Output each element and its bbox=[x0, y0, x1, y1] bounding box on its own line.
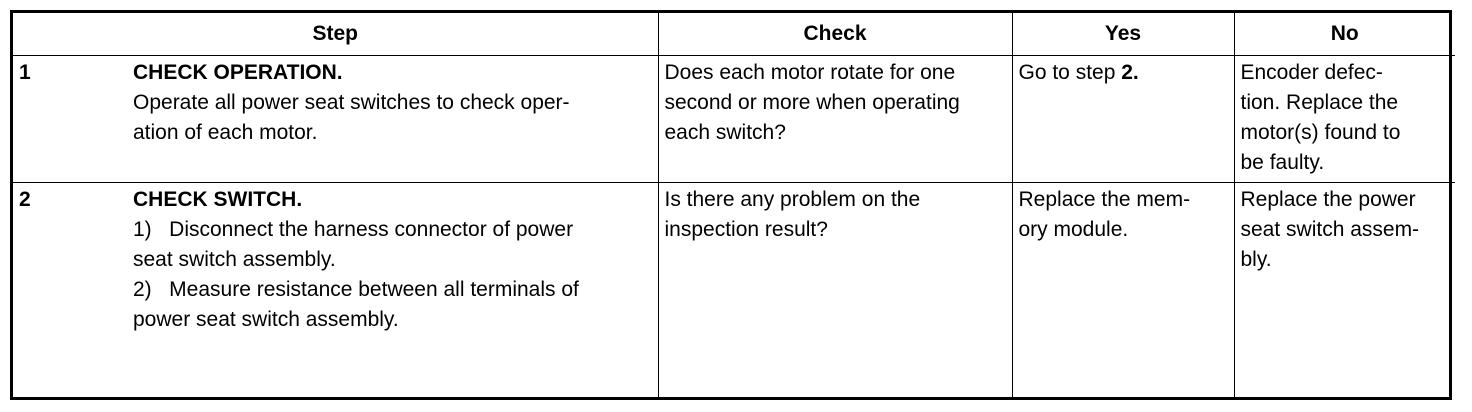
header-no: No bbox=[1234, 13, 1455, 56]
no-line: motor(s) found to bbox=[1240, 121, 1401, 144]
no-line: tion. Replace the bbox=[1240, 91, 1399, 114]
step-body bbox=[133, 58, 647, 148]
step-line: ation of each motor. bbox=[133, 121, 318, 144]
step-number: 1 bbox=[19, 61, 31, 84]
header-yes: Yes bbox=[1012, 13, 1234, 56]
step-line: power seat switch assembly. bbox=[133, 308, 399, 331]
step-line: Operate all power seat switches to check oper- bbox=[133, 91, 570, 114]
step-cell bbox=[13, 183, 658, 398]
step-number: 2 bbox=[19, 188, 31, 211]
step-title: CHECK OPERATION. bbox=[133, 61, 343, 84]
no-line: Replace the power bbox=[1240, 188, 1416, 211]
check-line: Is there any problem on the bbox=[664, 188, 921, 211]
yes-line: ory module. bbox=[1018, 218, 1129, 241]
step-line: 2) Measure resistance between all terminals of bbox=[133, 278, 579, 301]
no-line: seat switch assem- bbox=[1240, 218, 1420, 241]
header-row bbox=[13, 13, 1455, 56]
table-row bbox=[13, 183, 1455, 398]
check-line: each switch? bbox=[664, 121, 786, 144]
no-cell bbox=[1234, 183, 1455, 398]
yes-cell bbox=[1012, 56, 1234, 183]
header-step: Step bbox=[13, 13, 658, 56]
yes-step-link: 2. bbox=[1121, 61, 1139, 84]
check-line: inspection result? bbox=[664, 218, 828, 241]
yes-cell bbox=[1012, 183, 1234, 398]
no-line: Encoder defec- bbox=[1240, 61, 1383, 84]
step-cell bbox=[13, 56, 658, 183]
check-line: Does each motor rotate for one bbox=[664, 61, 956, 84]
no-cell bbox=[1234, 56, 1455, 183]
yes-text: Go to step bbox=[1018, 61, 1122, 84]
step-line: seat switch assembly. bbox=[133, 248, 336, 271]
check-cell bbox=[658, 183, 1012, 398]
step-line: 1) Disconnect the harness connector of power bbox=[133, 218, 574, 241]
step-body bbox=[133, 185, 647, 335]
step-title: CHECK SWITCH. bbox=[133, 188, 303, 211]
no-line: be faulty. bbox=[1240, 151, 1325, 174]
diagnostic-table bbox=[13, 13, 1455, 397]
header-check: Check bbox=[658, 13, 1012, 56]
diagnostic-table-frame bbox=[10, 10, 1452, 400]
table-row bbox=[13, 56, 1455, 183]
no-line: bly. bbox=[1240, 248, 1272, 271]
yes-line: Replace the mem- bbox=[1018, 188, 1191, 211]
check-line: second or more when operating bbox=[664, 91, 960, 114]
check-cell bbox=[658, 56, 1012, 183]
